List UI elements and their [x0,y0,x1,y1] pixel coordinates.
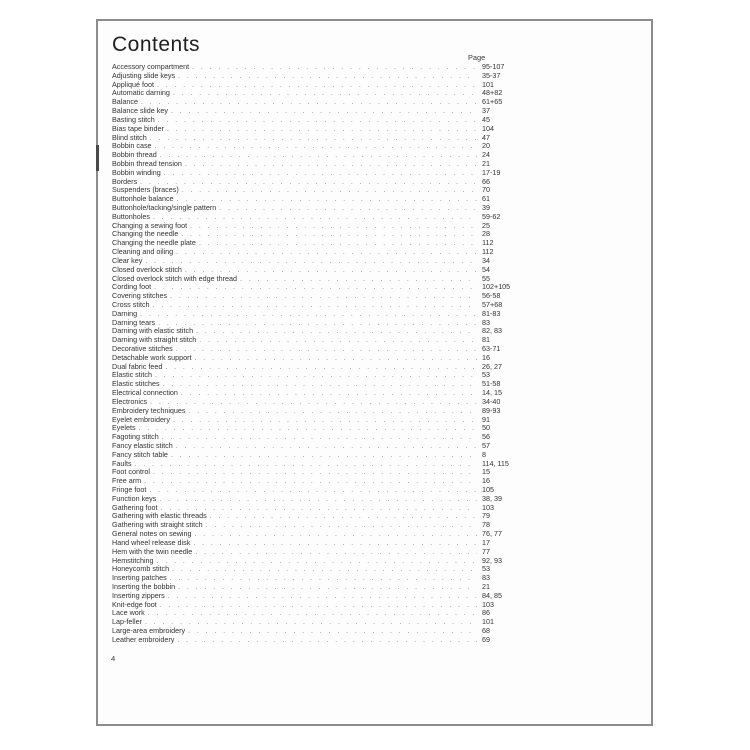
toc-entry-label: Honeycomb stitch [112,564,170,574]
dot-leader [171,452,477,461]
toc-entry-page-number: 15 [482,467,490,477]
toc-entry-label: Suspenders (braces) [112,185,179,195]
toc-entry [112,433,542,442]
dot-leader [162,434,477,443]
dot-leader [155,372,477,381]
dot-leader [182,187,477,196]
toc-entry-page-number: 81-83 [482,308,501,318]
toc-entry [112,416,542,425]
toc-entry-page-number: 103 [482,502,494,512]
toc-entry-page-number: 114, 115 [482,458,509,468]
toc-entry-page-number: 78 [482,520,490,530]
toc-entry-label: Fringe foot [112,485,147,494]
toc-entry-label: Hemstitching [112,555,154,565]
toc-entry-page-number: 101 [482,617,494,627]
toc-entry-label: Bobbin thread [112,150,157,160]
toc-entry [112,116,542,125]
toc-entry-page-number: 104 [482,123,494,133]
toc-entry-page-number: 56 [482,432,490,442]
dot-leader [140,311,477,320]
toc-entry-page-number: 37 [482,106,490,116]
toc-entry-label: Basting stitch [112,114,155,124]
dot-leader [145,619,477,628]
toc-entry-page-number: 35-37 [482,70,501,80]
dot-leader [199,337,477,346]
toc-entry-page-number: 89-93 [482,405,501,415]
toc-entry-page-number: 8 [482,449,486,459]
dot-leader [153,302,477,311]
toc-entry [112,248,542,257]
dot-leader [160,152,477,161]
toc-entry [112,583,542,592]
toc-entry-page-number: 16 [482,352,490,362]
dot-leader [188,628,477,637]
toc-entry-label: Changing the needle [112,229,179,239]
toc-entry [112,477,542,486]
toc-entry-label: Cording foot [112,282,152,292]
dot-leader [155,143,477,152]
toc-entry [112,495,542,504]
dot-leader [163,381,477,390]
dot-leader [185,161,477,170]
toc-entry-page-number: 86 [482,608,490,618]
toc-entry-page-number: 39 [482,203,490,212]
dot-leader [150,399,477,408]
toc-entry-page-number: 70 [482,185,490,195]
dot-leader [172,566,477,575]
toc-entry-label: Appliqué foot [112,79,154,89]
dot-leader [192,64,477,73]
toc-entry-label: Clear key [112,255,143,265]
toc-entry-page-number: 45 [482,114,490,124]
toc-entry-label: Automatic darning [112,88,170,98]
toc-entry [112,609,542,618]
dot-leader [157,82,477,91]
toc-entry-label: Cleaning and oiling [112,247,174,257]
dot-leader [165,364,477,373]
toc-entry-label: Detachable work support [112,352,192,362]
dot-leader [178,73,477,82]
toc-entry-page-number: 84, 85 [482,590,502,600]
toc-entry [112,601,542,610]
toc-entry-page-number: 95-107 [482,62,505,71]
toc-entry [112,486,542,495]
dot-leader [177,637,477,646]
toc-entry-label: Bias tape binder [112,123,164,133]
dot-leader [140,179,477,188]
dot-leader [164,170,477,179]
toc-entry [112,98,542,107]
toc-entry-page-number: 21 [482,158,490,168]
toc-entry [112,204,542,213]
toc-entry-page-number: 34-40 [482,396,501,406]
dot-leader [206,522,477,531]
toc-entry-label: Lace work [112,608,145,618]
toc-entry-label: Electronics [112,396,148,406]
toc-entry-page-number: 53 [482,564,490,574]
toc-entry-label: Balance [112,97,138,107]
toc-entry [112,468,542,477]
toc-entry-page-number: 77 [482,546,490,556]
dot-leader [210,513,477,522]
dot-leader [158,320,477,329]
toc-entry-label: Dual fabric feed [112,361,163,371]
toc-entry [112,301,542,310]
toc-entry [112,186,542,195]
toc-entry [112,557,542,566]
toc-entry [112,275,542,284]
toc-entry-label: Hem with the twin needle [112,546,193,556]
dot-leader [145,258,477,267]
toc-entry-label: Gathering foot [112,502,158,512]
toc-entry-page-number: 63-71 [482,344,501,353]
toc-entry-label: Elastic stitches [112,379,160,389]
toc-entry-label: Closed overlock stitch [112,264,182,274]
toc-entry [112,107,542,116]
dot-leader [195,531,477,540]
toc-entry-page-number: 47 [482,132,490,142]
toc-entry-label: Inserting the bobbin [112,581,176,591]
toc-entry-label: Darning with elastic stitch [112,326,194,336]
toc-entry-label: Gathering with straight stitch [112,520,203,530]
toc-entry [112,442,542,451]
toc-entry-label: Electrical connection [112,388,178,398]
dot-leader [167,126,477,135]
toc-entry-label: Darning tears [112,317,156,327]
toc-entry-page-number: 56-58 [482,291,501,301]
toc-entry-page-number: 105 [482,485,494,494]
toc-entry [112,592,542,601]
dot-leader [141,99,477,108]
toc-entry-label: Changing the needle plate [112,238,196,248]
toc-entry-label: Large-area embroidery [112,626,186,635]
toc-entry-label: Gathering with elastic threads [112,511,207,521]
toc-entry-label: Faults [112,458,132,468]
toc-entry [112,424,542,433]
dot-leader [170,293,477,302]
toc-entry-label: Buttonhole balance [112,194,174,204]
toc-entry-page-number: 112 [482,247,494,257]
dot-leader [199,240,477,249]
toc-entry [112,142,542,151]
dot-leader [177,196,477,205]
dot-leader [157,558,477,567]
toc-list [112,63,542,645]
toc-entry-label: Inserting zippers [112,590,165,600]
dot-leader [176,443,477,452]
dot-leader [171,108,477,117]
toc-entry-label: Lap-feller [112,617,142,627]
dot-leader [219,205,477,214]
toc-entry-page-number: 76, 77 [482,529,502,539]
toc-entry-label: Inserting patches [112,573,167,583]
toc-entry-label: Eyelets [112,423,136,433]
dot-leader [240,276,477,285]
toc-entry-page-number: 17 [482,537,490,547]
toc-entry-page-number: 17-19 [482,167,501,177]
toc-entry-label: Decorative stitches [112,344,173,353]
dot-leader [153,214,477,223]
toc-entry-page-number: 68 [482,626,490,635]
toc-entry-label: Free arm [112,476,142,486]
dot-leader [170,575,477,584]
toc-entry-label: Covering stitches [112,291,168,301]
toc-entry-label: Knit-edge foot [112,599,157,609]
toc-entry [112,565,542,574]
dot-leader [178,584,477,593]
toc-entry-label: Foot control [112,467,150,477]
toc-entry [112,125,542,134]
toc-entry [112,627,542,636]
toc-entry-page-number: 54 [482,264,490,274]
dot-leader [160,602,477,611]
toc-entry-page-number: 34 [482,255,490,265]
toc-entry-label: Cross stitch [112,299,150,309]
dot-leader [135,461,477,470]
dot-leader [150,135,477,144]
toc-entry [112,292,542,301]
dot-leader [195,549,477,558]
toc-entry-page-number: 112 [482,238,494,248]
toc-entry [112,371,542,380]
toc-entry-label: Bobbin case [112,141,152,151]
toc-entry-page-number: 48+82 [482,88,503,98]
toc-entry-page-number: 61+65 [482,97,503,107]
dot-leader [148,610,477,619]
dot-leader [190,223,477,232]
toc-entry [112,89,542,98]
toc-entry-label: Darning with straight stitch [112,335,197,345]
toc-entry-page-number: 20 [482,141,490,151]
toc-entry-page-number: 28 [482,229,490,239]
toc-entry-page-number: 50 [482,423,490,433]
toc-entry [112,451,542,460]
toc-entry-page-number: 83 [482,573,490,583]
dot-leader [154,284,477,293]
toc-entry-label: Eyelet embroidery [112,414,170,424]
toc-entry-page-number: 92, 93 [482,555,502,565]
toc-entry [112,574,542,583]
toc-entry-page-number: 51-58 [482,379,501,389]
page-column-header: Page [468,53,486,62]
toc-entry-page-number: 91 [482,414,490,424]
toc-entry-page-number: 79 [482,511,490,521]
toc-entry [112,460,542,469]
toc-entry [112,310,542,319]
toc-entry-label: Leather embroidery [112,634,175,644]
manual-page [96,19,653,726]
toc-entry-page-number: 103 [482,599,494,609]
toc-entry-page-number: 21 [482,581,490,591]
toc-entry [112,81,542,90]
toc-entry-label: Adjusting slide keys [112,70,176,80]
scan-artifact-mark [96,145,99,171]
dot-leader [181,231,477,240]
toc-entry [112,548,542,557]
toc-entry-page-number: 25 [482,220,490,230]
toc-entry-page-number: 55 [482,273,490,283]
page-title: Contents [112,33,201,56]
toc-entry [112,72,542,81]
toc-entry [112,239,542,248]
toc-entry-label: Borders [112,176,138,186]
toc-entry-page-number: 81 [482,335,490,345]
toc-entry-label: Fagoting stitch [112,432,159,442]
toc-entry-label: Function keys [112,493,157,503]
dot-leader [176,249,477,258]
toc-entry-label: Fancy stitch table [112,449,168,459]
toc-entry [112,407,542,416]
dot-leader [176,346,477,355]
dot-leader [196,328,477,337]
toc-entry-page-number: 83 [482,317,490,327]
dot-leader [181,390,477,399]
toc-entry-label: Accessory compartment [112,62,190,71]
toc-entry-label: Closed overlock stitch with edge thread [112,273,238,283]
toc-entry [112,283,542,292]
toc-entry-label: Bobbin winding [112,167,161,177]
dot-leader [139,425,477,434]
toc-entry-page-number: 16 [482,476,490,486]
toc-entry-label: Balance slide key [112,106,168,116]
toc-entry [112,389,542,398]
toc-entry-page-number: 66 [482,176,490,186]
toc-entry-page-number: 102+105 [482,282,511,292]
toc-entry-page-number: 69 [482,634,490,644]
toc-entry-label: Embroidery techniques [112,405,186,415]
toc-entry-label: Changing a sewing foot [112,220,188,230]
toc-entry [112,160,542,169]
dot-leader [173,417,477,426]
toc-entry [112,363,542,372]
toc-entry [112,134,542,143]
toc-entry-page-number: 57 [482,440,490,450]
toc-entry-page-number: 24 [482,150,490,160]
dot-leader [149,487,477,496]
toc-entry-page-number: 14, 15 [482,388,502,398]
toc-entry-page-number: 26, 27 [482,361,502,371]
toc-entry [112,636,542,645]
dot-leader [189,408,477,417]
dot-leader [173,90,477,99]
dot-leader [158,117,477,126]
toc-entry [112,354,542,363]
toc-entry-label: Elastic stitch [112,370,152,380]
toc-entry-page-number: 59-62 [482,211,501,221]
dot-leader [193,540,477,549]
dot-leader [144,478,477,487]
toc-entry-label: General notes on sewing [112,529,192,539]
toc-entry-label: Blind stitch [112,132,147,142]
dot-leader [168,593,477,602]
toc-entry-page-number: 53 [482,370,490,380]
toc-entry [112,169,542,178]
dot-leader [159,496,477,505]
dot-leader [195,355,477,364]
dot-leader [153,469,477,478]
toc-entry-page-number: 57+68 [482,299,503,309]
toc-entry-label: Buttonhole/tacking/single pattern [112,203,217,212]
toc-entry-page-number: 38, 39 [482,493,502,503]
toc-entry-page-number: 61 [482,194,490,204]
toc-entry-page-number: 82, 83 [482,326,502,336]
toc-entry [112,336,542,345]
toc-entry-label: Darning [112,308,138,318]
toc-entry-label: Hand wheel release disk [112,537,191,547]
toc-entry-label: Bobbin thread tension [112,158,182,168]
footer-page-number: 4 [111,654,116,663]
toc-entry-page-number: 101 [482,79,494,89]
toc-entry-label: Buttonholes [112,211,150,221]
toc-entry-label: Fancy elastic stitch [112,440,173,450]
toc-entry [112,63,542,72]
